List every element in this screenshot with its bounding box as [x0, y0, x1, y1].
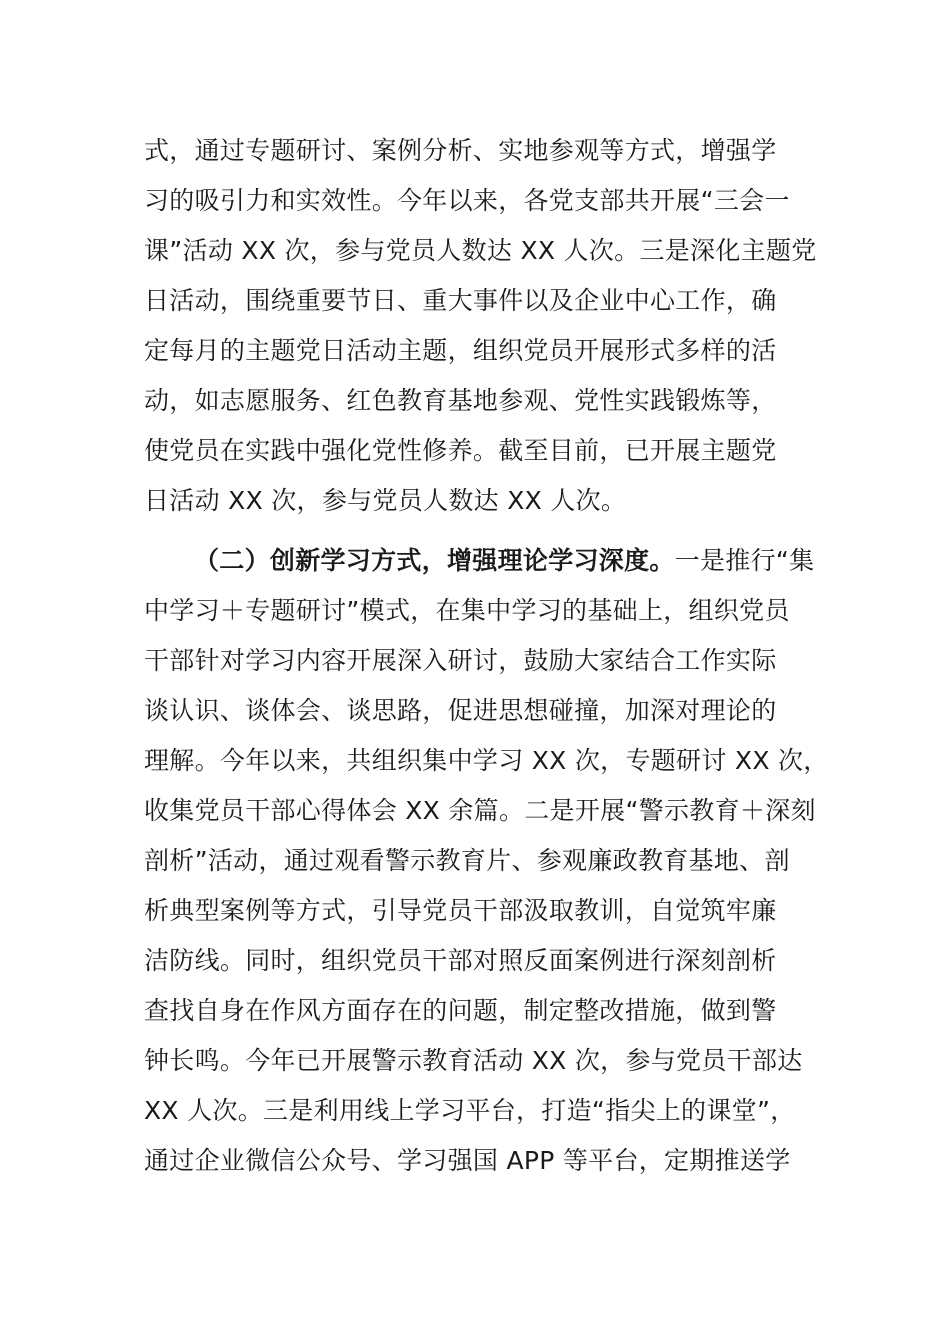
- paragraph-1-line-6: 动，如志愿服务、红色教育基地参观、党性实践锻炼等，: [144, 386, 777, 415]
- paragraph-2-line-5: 理解。今年以来，共组织集中学习 XX 次，专题研讨 XX 次，: [144, 746, 829, 775]
- paragraph-2-line-4: 谈认识、谈体会、谈思路，促进思想碰撞，加深对理论的: [144, 696, 777, 725]
- paragraph-1-line-3: 课”活动 XX 次，参与党员人数达 XX 人次。三是深化主题党: [144, 236, 817, 265]
- paragraph-2-line-9: 洁防线。同时，组织党员干部对照反面案例进行深刻剖析: [144, 946, 777, 975]
- section-heading: （二）创新学习方式，增强理论学习深度。: [194, 546, 675, 575]
- paragraph-1-line-8: 日活动 XX 次，参与党员人数达 XX 人次。: [144, 486, 627, 515]
- paragraph-2-line-1: [194, 536, 884, 586]
- section-heading-continuation: 一是推行“集: [674, 546, 815, 575]
- paragraph-1-line-5: 定每月的主题党日活动主题，组织党员开展形式多样的活: [144, 336, 777, 365]
- paragraph-2-line-2: 中学习＋专题研讨”模式，在集中学习的基础上，组织党员: [144, 596, 790, 625]
- paragraph-2-line-11: 钟长鸣。今年已开展警示教育活动 XX 次，参与党员干部达: [144, 1046, 803, 1075]
- paragraph-2-line-7: 剖析”活动，通过观看警示教育片、参观廉政教育基地、剖: [144, 846, 790, 875]
- paragraph-2-line-12: XX 人次。三是利用线上学习平台，打造“指尖上的课堂”，: [144, 1096, 796, 1125]
- paragraph-1-line-4: 日活动，围绕重要节日、重大事件以及企业中心工作，确: [144, 286, 777, 315]
- paragraph-2-line-10: 查找自身在作风方面存在的问题，制定整改措施，做到警: [144, 996, 777, 1025]
- paragraph-1-line-1: 式，通过专题研讨、案例分析、实地参观等方式，增强学: [144, 136, 777, 165]
- paragraph-2-line-8: 析典型案例等方式，引导党员干部汲取教训，自觉筑牢廉: [144, 896, 777, 925]
- paragraph-2-line-3: 干部针对学习内容开展深入研讨，鼓励大家结合工作实际: [144, 646, 777, 675]
- paragraph-2-line-6: 收集党员干部心得体会 XX 余篇。二是开展“警示教育＋深刻: [144, 796, 816, 825]
- paragraph-2-line-13: 通过企业微信公众号、学习强国 APP 等平台，定期推送学: [144, 1146, 791, 1175]
- paragraph-1-line-7: 使党员在实践中强化党性修养。截至目前，已开展主题党: [144, 436, 777, 465]
- paragraph-1-line-2: 习的吸引力和实效性。今年以来，各党支部共开展“三会一: [144, 186, 790, 215]
